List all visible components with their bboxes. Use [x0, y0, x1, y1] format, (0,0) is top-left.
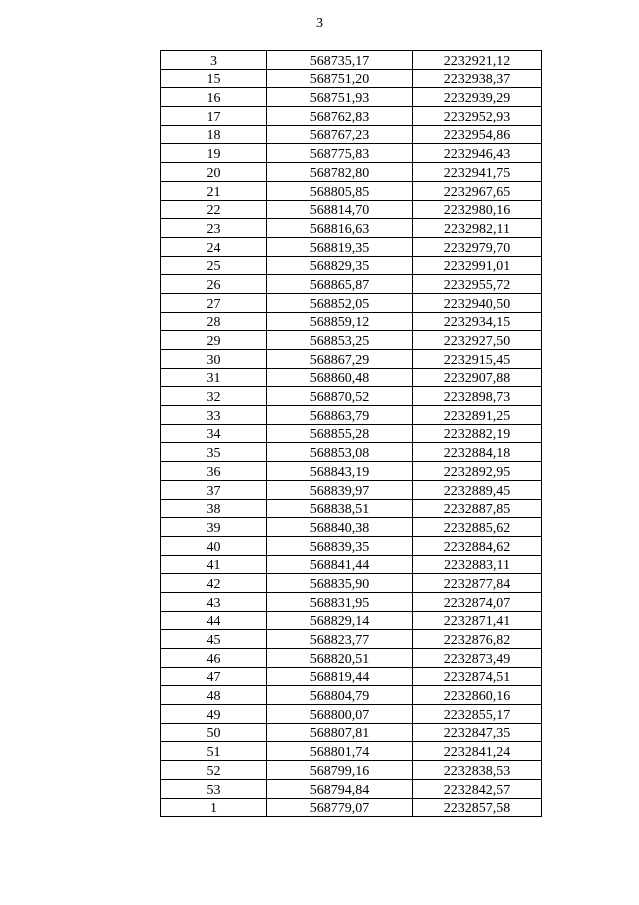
point-number-cell: 35	[161, 443, 267, 462]
point-number-cell: 38	[161, 499, 267, 518]
x-coordinate-cell: 568829,35	[267, 256, 413, 275]
y-coordinate-cell: 2232873,49	[413, 649, 542, 668]
y-coordinate-cell: 2232883,11	[413, 555, 542, 574]
x-coordinate-cell: 568804,79	[267, 686, 413, 705]
x-coordinate-cell: 568841,44	[267, 555, 413, 574]
table-row	[161, 256, 542, 275]
y-coordinate-cell: 2232941,75	[413, 163, 542, 182]
point-number-cell: 28	[161, 312, 267, 331]
y-coordinate-cell: 2232838,53	[413, 761, 542, 780]
point-number-cell: 17	[161, 107, 267, 126]
point-number-cell: 36	[161, 462, 267, 481]
point-number-cell: 51	[161, 742, 267, 761]
x-coordinate-cell: 568867,29	[267, 350, 413, 369]
x-coordinate-cell: 568838,51	[267, 499, 413, 518]
point-number-cell: 33	[161, 406, 267, 425]
x-coordinate-cell: 568839,35	[267, 536, 413, 555]
table-row	[161, 723, 542, 742]
table-row	[161, 312, 542, 331]
point-number-cell: 52	[161, 761, 267, 780]
x-coordinate-cell: 568840,38	[267, 518, 413, 537]
x-coordinate-cell: 568831,95	[267, 592, 413, 611]
x-coordinate-cell: 568829,14	[267, 611, 413, 630]
x-coordinate-cell: 568843,19	[267, 462, 413, 481]
table-row	[161, 406, 542, 425]
point-number-cell: 41	[161, 555, 267, 574]
y-coordinate-cell: 2232915,45	[413, 350, 542, 369]
y-coordinate-cell: 2232887,85	[413, 499, 542, 518]
x-coordinate-cell: 568794,84	[267, 779, 413, 798]
x-coordinate-cell: 568751,20	[267, 69, 413, 88]
x-coordinate-cell: 568855,28	[267, 424, 413, 443]
y-coordinate-cell: 2232898,73	[413, 387, 542, 406]
point-number-cell: 42	[161, 574, 267, 593]
table-row	[161, 219, 542, 238]
y-coordinate-cell: 2232921,12	[413, 51, 542, 70]
y-coordinate-cell: 2232884,18	[413, 443, 542, 462]
point-number-cell: 18	[161, 125, 267, 144]
table-row	[161, 331, 542, 350]
x-coordinate-cell: 568860,48	[267, 368, 413, 387]
y-coordinate-cell: 2232927,50	[413, 331, 542, 350]
y-coordinate-cell: 2232889,45	[413, 480, 542, 499]
x-coordinate-cell: 568839,97	[267, 480, 413, 499]
table-row	[161, 574, 542, 593]
x-coordinate-cell: 568853,25	[267, 331, 413, 350]
x-coordinate-cell: 568735,17	[267, 51, 413, 70]
x-coordinate-cell: 568816,63	[267, 219, 413, 238]
x-coordinate-cell: 568767,23	[267, 125, 413, 144]
y-coordinate-cell: 2232847,35	[413, 723, 542, 742]
x-coordinate-cell: 568863,79	[267, 406, 413, 425]
x-coordinate-cell: 568814,70	[267, 200, 413, 219]
y-coordinate-cell: 2232891,25	[413, 406, 542, 425]
table-row	[161, 798, 542, 817]
y-coordinate-cell: 2232874,07	[413, 592, 542, 611]
x-coordinate-cell: 568819,44	[267, 667, 413, 686]
point-number-cell: 45	[161, 630, 267, 649]
y-coordinate-cell: 2232907,88	[413, 368, 542, 387]
table-row	[161, 275, 542, 294]
y-coordinate-cell: 2232954,86	[413, 125, 542, 144]
y-coordinate-cell: 2232934,15	[413, 312, 542, 331]
point-number-cell: 21	[161, 181, 267, 200]
point-number-cell: 31	[161, 368, 267, 387]
point-number-cell: 40	[161, 536, 267, 555]
x-coordinate-cell: 568807,81	[267, 723, 413, 742]
table-row	[161, 387, 542, 406]
y-coordinate-cell: 2232884,62	[413, 536, 542, 555]
coordinates-table-body	[161, 51, 542, 817]
y-coordinate-cell: 2232877,84	[413, 574, 542, 593]
y-coordinate-cell: 2232874,51	[413, 667, 542, 686]
point-number-cell: 22	[161, 200, 267, 219]
y-coordinate-cell: 2232946,43	[413, 144, 542, 163]
table-row	[161, 125, 542, 144]
y-coordinate-cell: 2232952,93	[413, 107, 542, 126]
table-row	[161, 163, 542, 182]
coordinates-table	[160, 50, 542, 817]
point-number-cell: 19	[161, 144, 267, 163]
table-row	[161, 592, 542, 611]
y-coordinate-cell: 2232855,17	[413, 705, 542, 724]
table-row	[161, 107, 542, 126]
x-coordinate-cell: 568779,07	[267, 798, 413, 817]
x-coordinate-cell: 568859,12	[267, 312, 413, 331]
table-row	[161, 536, 542, 555]
point-number-cell: 46	[161, 649, 267, 668]
table-row	[161, 611, 542, 630]
x-coordinate-cell: 568801,74	[267, 742, 413, 761]
x-coordinate-cell: 568819,35	[267, 237, 413, 256]
table-row	[161, 368, 542, 387]
table-row	[161, 293, 542, 312]
point-number-cell: 50	[161, 723, 267, 742]
point-number-cell: 30	[161, 350, 267, 369]
x-coordinate-cell: 568800,07	[267, 705, 413, 724]
y-coordinate-cell: 2232980,16	[413, 200, 542, 219]
page-number: 3	[316, 16, 323, 31]
x-coordinate-cell: 568805,85	[267, 181, 413, 200]
point-number-cell: 15	[161, 69, 267, 88]
table-row	[161, 705, 542, 724]
point-number-cell: 48	[161, 686, 267, 705]
table-row	[161, 200, 542, 219]
point-number-cell: 3	[161, 51, 267, 70]
point-number-cell: 16	[161, 88, 267, 107]
y-coordinate-cell: 2232938,37	[413, 69, 542, 88]
point-number-cell: 49	[161, 705, 267, 724]
point-number-cell: 26	[161, 275, 267, 294]
point-number-cell: 1	[161, 798, 267, 817]
y-coordinate-cell: 2232982,11	[413, 219, 542, 238]
point-number-cell: 27	[161, 293, 267, 312]
y-coordinate-cell: 2232885,62	[413, 518, 542, 537]
point-number-cell: 43	[161, 592, 267, 611]
x-coordinate-cell: 568853,08	[267, 443, 413, 462]
y-coordinate-cell: 2232892,95	[413, 462, 542, 481]
point-number-cell: 44	[161, 611, 267, 630]
table-row	[161, 181, 542, 200]
x-coordinate-cell: 568835,90	[267, 574, 413, 593]
point-number-cell: 39	[161, 518, 267, 537]
y-coordinate-cell: 2232876,82	[413, 630, 542, 649]
point-number-cell: 29	[161, 331, 267, 350]
table-row	[161, 686, 542, 705]
table-row	[161, 69, 542, 88]
x-coordinate-cell: 568799,16	[267, 761, 413, 780]
y-coordinate-cell: 2232991,01	[413, 256, 542, 275]
table-row	[161, 462, 542, 481]
x-coordinate-cell: 568751,93	[267, 88, 413, 107]
table-row	[161, 667, 542, 686]
table-row	[161, 742, 542, 761]
y-coordinate-cell: 2232967,65	[413, 181, 542, 200]
table-row	[161, 51, 542, 70]
table-row	[161, 499, 542, 518]
point-number-cell: 47	[161, 667, 267, 686]
y-coordinate-cell: 2232860,16	[413, 686, 542, 705]
table-row	[161, 144, 542, 163]
point-number-cell: 23	[161, 219, 267, 238]
y-coordinate-cell: 2232939,29	[413, 88, 542, 107]
y-coordinate-cell: 2232841,24	[413, 742, 542, 761]
table-row	[161, 88, 542, 107]
x-coordinate-cell: 568823,77	[267, 630, 413, 649]
y-coordinate-cell: 2232940,50	[413, 293, 542, 312]
x-coordinate-cell: 568820,51	[267, 649, 413, 668]
table-row	[161, 424, 542, 443]
y-coordinate-cell: 2232842,57	[413, 779, 542, 798]
point-number-cell: 24	[161, 237, 267, 256]
y-coordinate-cell: 2232857,58	[413, 798, 542, 817]
x-coordinate-cell: 568865,87	[267, 275, 413, 294]
table-row	[161, 237, 542, 256]
point-number-cell: 37	[161, 480, 267, 499]
point-number-cell: 32	[161, 387, 267, 406]
table-row	[161, 779, 542, 798]
y-coordinate-cell: 2232955,72	[413, 275, 542, 294]
point-number-cell: 25	[161, 256, 267, 275]
table-row	[161, 649, 542, 668]
point-number-cell: 20	[161, 163, 267, 182]
table-row	[161, 630, 542, 649]
table-row	[161, 761, 542, 780]
x-coordinate-cell: 568852,05	[267, 293, 413, 312]
x-coordinate-cell: 568775,83	[267, 144, 413, 163]
table-row	[161, 350, 542, 369]
y-coordinate-cell: 2232979,70	[413, 237, 542, 256]
table-row	[161, 555, 542, 574]
x-coordinate-cell: 568782,80	[267, 163, 413, 182]
x-coordinate-cell: 568870,52	[267, 387, 413, 406]
table-row	[161, 518, 542, 537]
x-coordinate-cell: 568762,83	[267, 107, 413, 126]
y-coordinate-cell: 2232871,41	[413, 611, 542, 630]
y-coordinate-cell: 2232882,19	[413, 424, 542, 443]
table-row	[161, 443, 542, 462]
table-row	[161, 480, 542, 499]
point-number-cell: 53	[161, 779, 267, 798]
point-number-cell: 34	[161, 424, 267, 443]
